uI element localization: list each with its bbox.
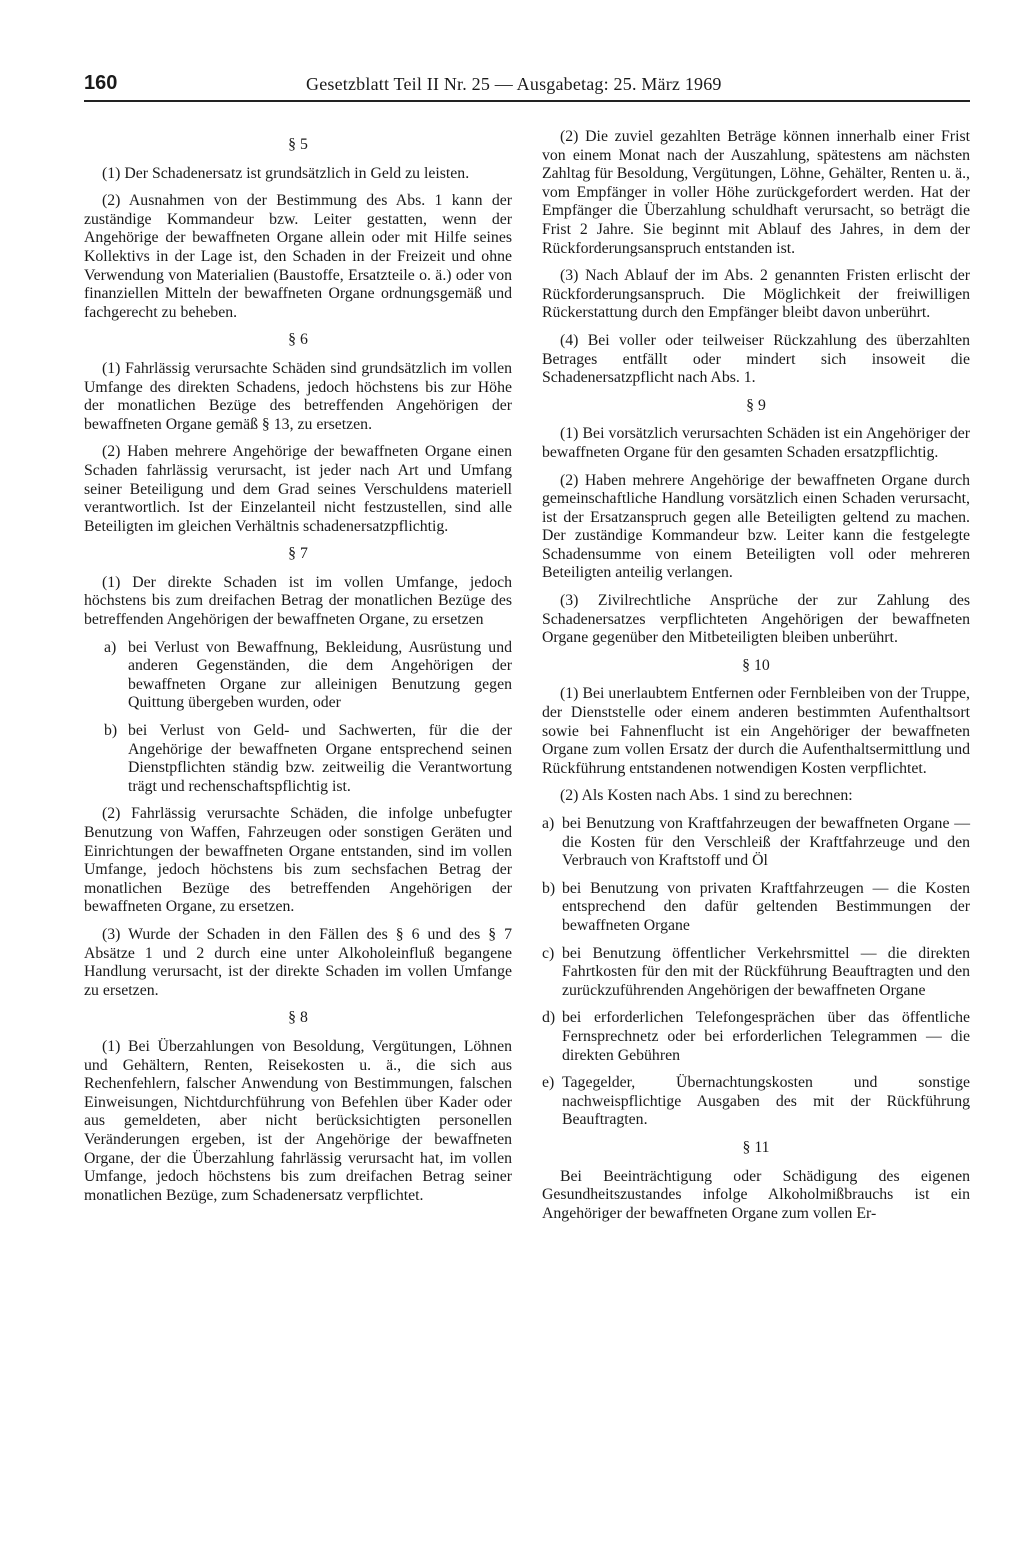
list-item bbox=[542, 1074, 970, 1130]
list-item-text: bei erforderlichen Telefongesprächen über das öffentliche Fernsprechnetz oder bei erforderlichen Telegrammen — die direkten Gebühren bbox=[562, 1009, 970, 1064]
paragraph: (2) Haben mehrere Angehörige der bewaffneten Organe durch gemeinschaftliche Handlung vorsätzlich einen Schaden verursacht, ist der Ersatzanspruch gegen alle Beteiligten geltend zu machen. Der zuständige Kommandeur bzw. Leiter kann die festgelegte Schadensumme von einem Beteiligten voll oder mehreren Beteiligten anteilig verlangen. bbox=[542, 471, 970, 582]
section-heading: § 5 bbox=[288, 136, 308, 153]
list-item-marker: b) bbox=[542, 879, 556, 897]
list-item bbox=[542, 945, 970, 1001]
section-heading: § 9 bbox=[746, 396, 766, 414]
paragraph: (1) Bei vorsätzlich verursachten Schäden ist ein Angehöriger der bewaffneten Organe für den gesamten Schaden ersatzpflichtig. bbox=[542, 425, 970, 461]
paragraph: (3) Zivilrechtliche Ansprüche der zur Zahlung des Schadenersatzes verpflichteten Angehörigen der bewaffneten Organe gegenüber den Mitbeteiligten bleiben unberührt. bbox=[542, 592, 970, 647]
paragraph: (2) Fahrlässig verursachte Schäden, die infolge unbefugter Benutzung von Waffen, Fahrzeugen oder sonstigen Geräten und Einrichtungen der bewaffneten Organe entstanden, sind im vollen Umfange, jedoch höchstens bis zum sechsfachen Betrag der monatlichen Bezüge des betreffenden Angehörigen der bewaffneten Organe, zu ersetzen. bbox=[84, 805, 512, 916]
paragraph: Bei Beeinträchtigung oder Schädigung des eigenen Gesundheitszustandes infolge Alkoholmißbrauchs ist ein Angehöriger der bewaffneten Organe zum vollen Er- bbox=[542, 1167, 970, 1222]
paragraph: (4) Bei voller oder teilweiser Rückzahlung des überzahlten Betrages entfällt oder mindert sich insoweit die Schadenersatzpflicht nach Abs. 1. bbox=[542, 331, 970, 387]
paragraph: (2) Die zuviel gezahlten Beträge können innerhalb einer Frist von einem Monat nach der Auszahlung, spätestens am nächsten Zahltag für Besoldung, Vergütungen, Löhne, Gehälter, Renten u. ä., vom Empfänger in voller Höhe zurückgefordert werden. Hat der Empfänger die Überzahlung schuldhaft verursacht, so beträgt die Frist 2 Jahre. Sie beginnt mit Ablauf des Jahres, in dem der Rückforderungsanspruch entstanden ist. bbox=[542, 128, 970, 257]
paragraph: (1) Der direkte Schaden ist im vollen Umfange, jedoch höchstens bis zum dreifachen Betrag der monatlichen Bezüge des betreffenden Angehörigen der bewaffneten Organe, zu ersetzen bbox=[84, 573, 512, 629]
section-heading: § 6 bbox=[288, 331, 308, 349]
list-item-marker: b) bbox=[104, 722, 118, 740]
list-item-text: bei Verlust von Bewaffnung, Bekleidung, Ausrüstung und anderen Gegenständen, die dem Angehörigen der bewaffneten Organe zur alleinigen Benutzung gegen Quittung übergeben wurden, oder bbox=[128, 638, 512, 712]
right-column bbox=[542, 128, 970, 1232]
list-item-text: bei Benutzung öffentlicher Verkehrsmittel — die direkten Fahrtkosten für den mit der Rückführung Beauftragten und den zurückzuführenden Angehörigen der bewaffneten Organe bbox=[562, 944, 970, 999]
running-title: Gesetzblatt Teil II Nr. 25 — Ausgabetag: 25. März 1969 bbox=[306, 74, 722, 94]
list-item bbox=[84, 639, 512, 713]
list-item-text: bei Benutzung von Kraftfahrzeugen der bewaffneten Organe — die Kosten für den Verschleiß der Kraftfahrzeuge und den Verbrauch von Kraftstoff und Öl bbox=[562, 815, 970, 870]
section-heading: § 7 bbox=[288, 545, 308, 563]
paragraph: (3) Wurde der Schaden in den Fällen des § 6 und des § 7 Absätze 1 und 2 durch eine unter Alkoholeinfluß begangene Handlung verursacht, ist der direkte Schaden im vollen Umfange zu ersetzen. bbox=[84, 925, 512, 999]
list-item-text: bei Benutzung von privaten Kraftfahrzeugen — die Kosten entsprechend den dafür geltenden Bestimmungen der bewaffneten Organe bbox=[562, 879, 970, 934]
section-heading: § 8 bbox=[288, 1009, 308, 1027]
paragraph: (2) Haben mehrere Angehörige der bewaffneten Organe einen Schaden fahrlässig verursacht, ist jeder nach Art und Umfang seiner Beteiligung und dem Grad seines Verschuldens materiell verantwortlich. Ist der Einzelanteil nicht festzustellen, sind alle Beteiligten im gleichen Verhältnis schadenersatzpflichtig. bbox=[84, 443, 512, 535]
paragraph: (1) Bei Überzahlungen von Besoldung, Vergütungen, Löhnen und Gehältern, Renten, Reisekosten u. ä., die sich aus Rechenfehlern, falscher Anwendung von Bestimmungen, falschen Einweisungen, Nichtdurchführung von Befehlen über Kader oder aus gemeldeten, aber nicht berücksichtigten personellen Veränderungen ergeben, ist der Angehörige der bewaffneten Organe, der die Überzahlung fahrlässig verursacht hat, im vollen Umfange, jedoch höchstens bis zum dreifachen Betrag seiner monatlichen Bezüge, zum Schadenersatz verpflichtet. bbox=[84, 1037, 512, 1204]
list-item-marker: d) bbox=[542, 1009, 556, 1027]
list-item-text: bei Verlust von Geld- und Sachwerten, für die der Angehörige der bewaffneten Organe entsprechend seinen Dienstpflichten ständig bzw. zeitweilig die Verantwortung trägt und rechenschaftspflichtig ist. bbox=[128, 722, 512, 795]
section-heading: § 11 bbox=[742, 1138, 770, 1156]
list-item bbox=[542, 1009, 970, 1065]
list-item-marker: e) bbox=[542, 1074, 555, 1092]
paragraph: (1) Bei unerlaubtem Entfernen oder Fernbleiben von der Truppe, der Dienststelle oder einem anderen bestimmten Aufenthaltsort sowie bei Fahnenflucht ist ein Angehöriger der bewaffneten Organe zum vollen Ersatz der durch die Aufenthaltsermittlung und Rückführung entstandenen notwendigen Kosten verpflichtet. bbox=[542, 685, 970, 777]
paragraph: (1) Fahrlässig verursachte Schäden sind grundsätzlich im vollen Umfange des direkten Schadens, jedoch höchstens bis zur Höhe der monatlichen Bezüge des betreffenden Angehörigen der bewaffneten Organe gemäß § 13, zu ersetzen. bbox=[84, 359, 512, 433]
header-rule bbox=[84, 100, 970, 102]
paragraph: (2) Ausnahmen von der Bestimmung des Abs. 1 kann der zuständige Kommandeur bzw. Leiter gestatten, wenn der Angehörige der bewaffneten Organe allein oder mit Hilfe seines Kollektivs in der Lage ist, den Schaden in der Freizeit und ohne Verwendung von Materialien (Baustoffe, Ersatzteile o. ä.) oder von finanziellen Mitteln der bewaffneten Organe ordnungsgemäß und fachgerecht zu beheben. bbox=[84, 192, 512, 321]
page-header bbox=[84, 72, 970, 102]
list-item bbox=[84, 722, 512, 796]
list-item-marker: c) bbox=[542, 944, 555, 962]
left-column bbox=[84, 128, 512, 1214]
paragraph: (1) Der Schadenersatz ist grundsätzlich in Geld zu leisten. bbox=[102, 164, 470, 182]
list-item-marker: a) bbox=[104, 638, 117, 656]
section-heading: § 10 bbox=[742, 656, 770, 674]
paragraph: (3) Nach Ablauf der im Abs. 2 genannten Fristen erlischt der Rückforderungsanspruch. Die Möglichkeit der freiwilligen Rückerstattung durch den Empfänger bleibt davon unberührt. bbox=[542, 267, 970, 322]
list-item bbox=[542, 880, 970, 936]
list-item-text: Tagegelder, Übernachtungskosten und sonstige nachweispflichtige Ausgaben des mit der Rückführung Beauftragten. bbox=[562, 1074, 970, 1129]
list-item bbox=[542, 815, 970, 871]
list-item-marker: a) bbox=[542, 815, 555, 832]
page-number: 160 bbox=[84, 72, 118, 94]
paragraph: (2) Als Kosten nach Abs. 1 sind zu berechnen: bbox=[560, 787, 853, 805]
